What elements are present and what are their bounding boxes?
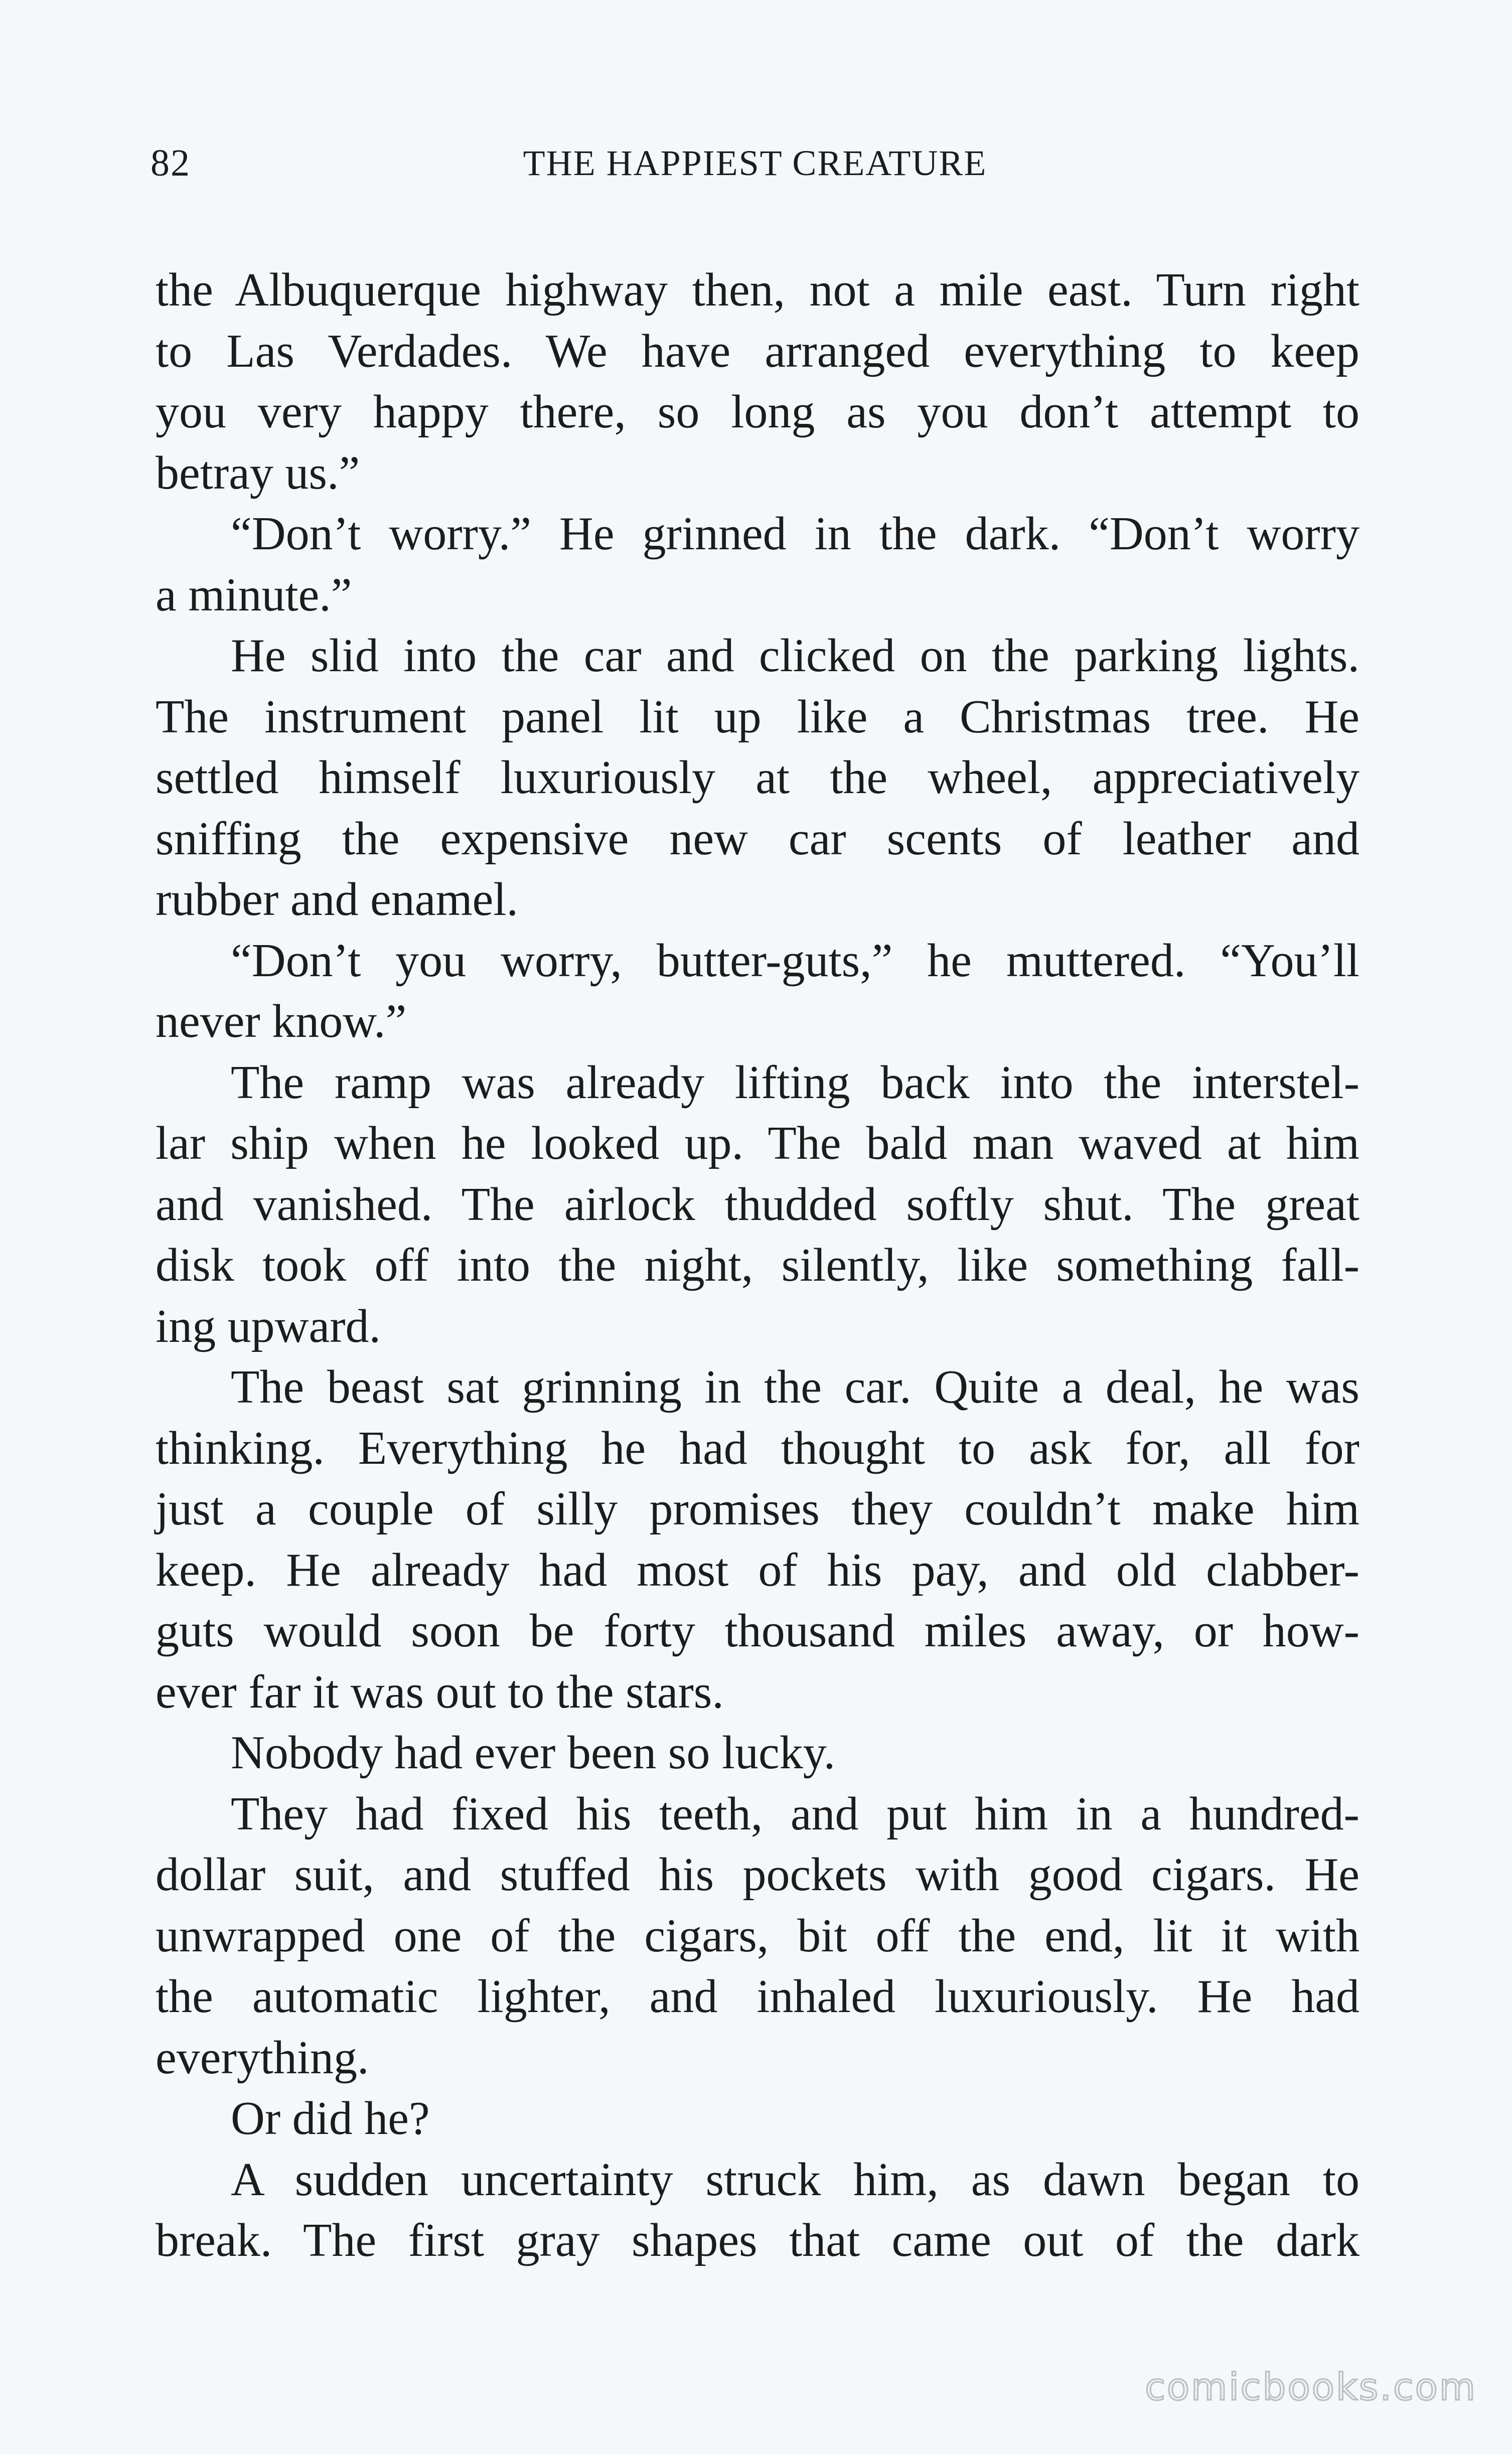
text-line: lar ship when he looked up. The bald man waved at him <box>156 1117 1359 1169</box>
text-line: the automatic lighter, and inhaled luxuriously. He had <box>156 1970 1359 2023</box>
text-line: “Don’t you worry, butter-guts,” he muttered. “You’ll <box>231 934 1359 987</box>
text-line: to Las Verdades. We have arranged everything to keep <box>156 325 1359 377</box>
text-line: ing upward. <box>156 1300 381 1352</box>
text-line: you very happy there, so long as you don’t attempt to <box>156 386 1359 438</box>
text-line: They had fixed his teeth, and put him in a hundred- <box>231 1787 1359 1840</box>
running-title: THE HAPPIEST CREATURE <box>523 143 987 183</box>
text-line: The instrument panel lit up like a Christmas tree. He <box>156 690 1359 743</box>
text-line: Nobody had ever been so lucky. <box>231 1727 836 1779</box>
text-line: thinking. Everything he had thought to ask for, all for <box>156 1422 1359 1474</box>
text-line: He slid into the car and clicked on the parking lights. <box>231 630 1359 682</box>
text-line: guts would soon be forty thousand miles away, or how- <box>156 1605 1359 1657</box>
text-line: keep. He already had most of his pay, and old clabber- <box>156 1544 1359 1596</box>
text-line: the Albuquerque highway then, not a mile east. Turn right <box>156 264 1359 316</box>
text-line: everything. <box>156 2031 369 2084</box>
text-line: The beast sat grinning in the car. Quite a deal, he was <box>231 1361 1359 1413</box>
text-line: settled himself luxuriously at the wheel, appreciatively <box>156 751 1359 804</box>
text-line: dollar suit, and stuffed his pockets with good cigars. He <box>156 1849 1359 1901</box>
text-line: just a couple of silly promises they couldn’t make him <box>156 1483 1359 1535</box>
text-line: Or did he? <box>231 2092 430 2144</box>
text-line: sniffing the expensive new car scents of leather and <box>156 812 1359 865</box>
text-line: “Don’t worry.” He grinned in the dark. “Don’t worry <box>231 508 1359 560</box>
text-line: unwrapped one of the cigars, bit off the end, lit it with <box>156 1909 1359 1962</box>
text-line: break. The first gray shapes that came out of the dark <box>156 2214 1359 2266</box>
text-line: disk took off into the night, silently, like something fall- <box>156 1239 1359 1291</box>
text-line: never know.” <box>156 995 407 1047</box>
watermark: comicbooks.com <box>1145 2366 1477 2409</box>
text-line: rubber and enamel. <box>156 873 518 926</box>
text-line: A sudden uncertainty struck him, as dawn began to <box>231 2153 1359 2206</box>
text-line: a minute.” <box>156 568 352 621</box>
text-line: ever far it was out to the stars. <box>156 1665 724 1718</box>
running-head <box>150 135 1359 191</box>
text-line: betray us.” <box>156 446 360 499</box>
text-line: The ramp was already lifting back into the interstel- <box>231 1056 1359 1109</box>
page-number: 82 <box>150 142 191 184</box>
text-line: and vanished. The airlock thudded softly shut. The great <box>156 1178 1359 1231</box>
body-text <box>156 260 1359 2271</box>
